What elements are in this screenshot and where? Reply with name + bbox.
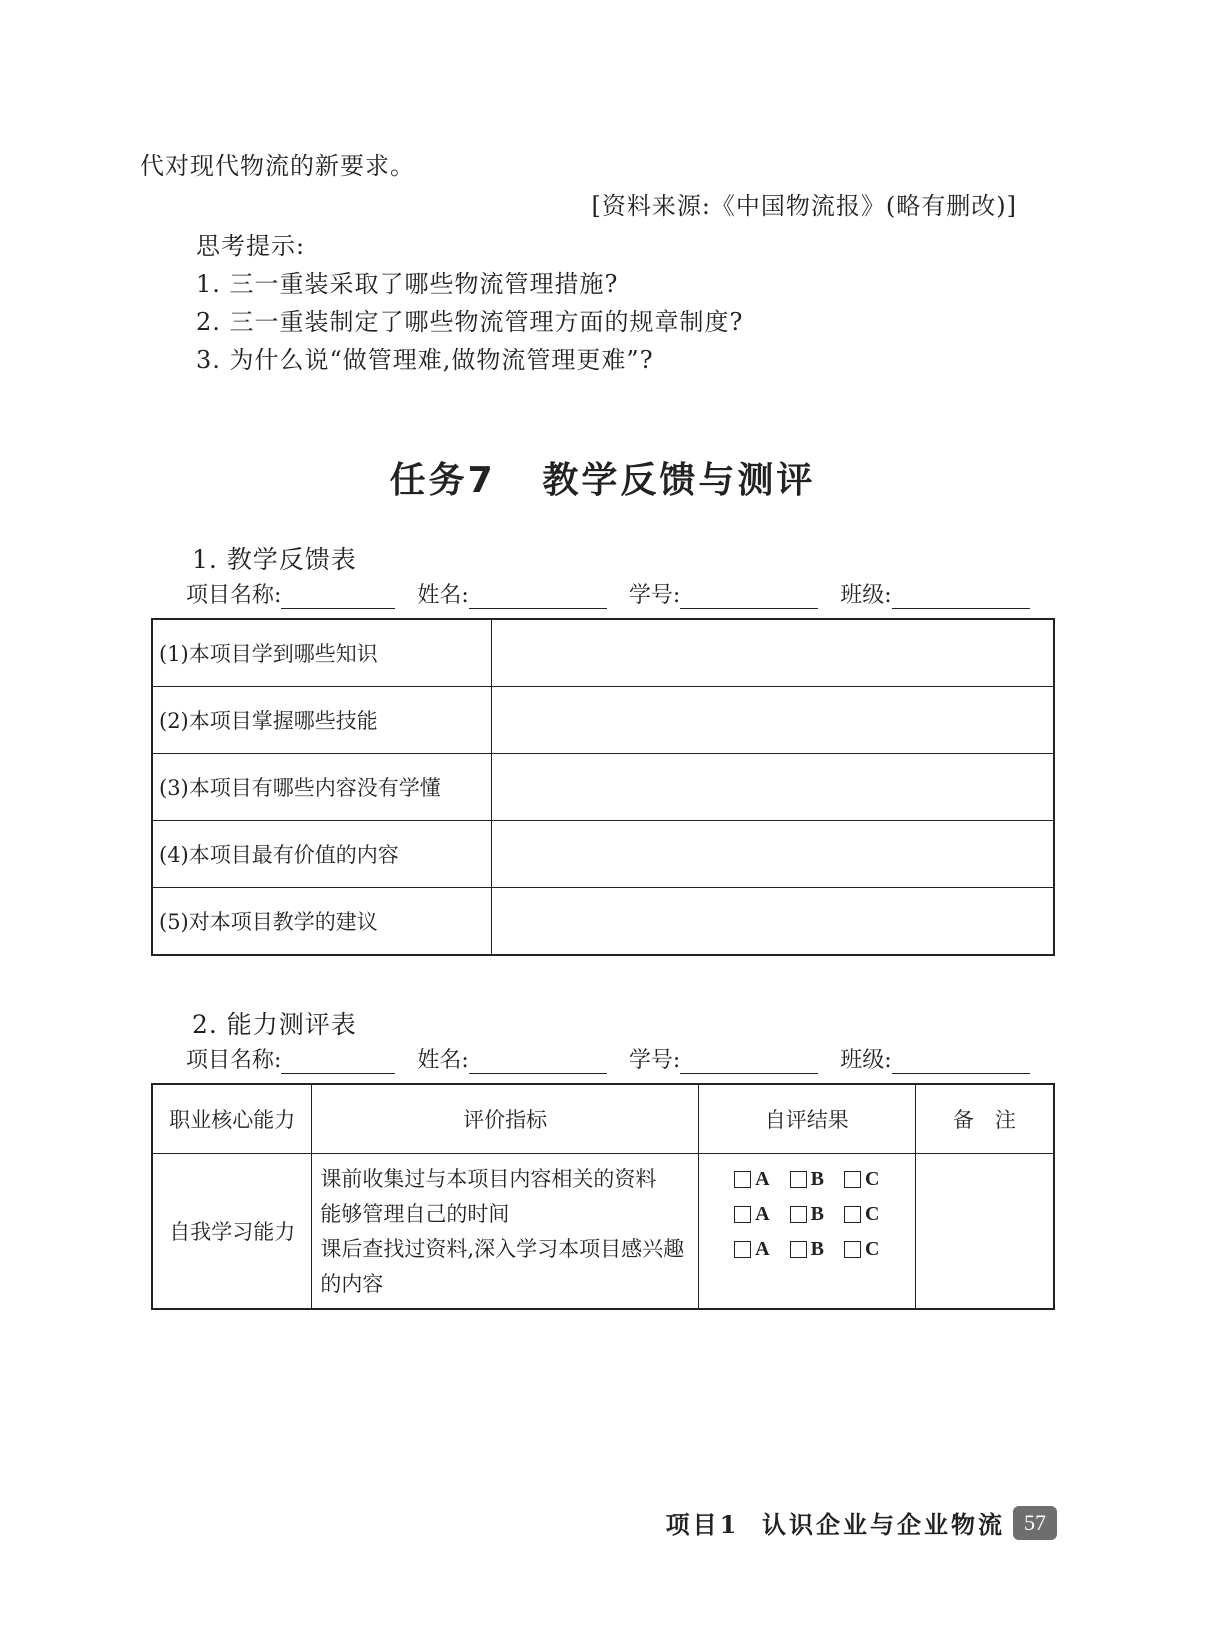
checkbox-icon [734,1241,751,1258]
feedback-item-label: (2)本项目掌握哪些技能 [152,687,492,754]
project-name-field[interactable]: 项目名称: [186,1043,395,1074]
feedback-table-title: 1. 教学反馈表 [192,545,357,574]
source-note: [资料来源:《中国物流报》(略有删改)] [591,192,1017,220]
table-row [152,754,1054,821]
page-number: 57 [1013,1506,1057,1540]
table-row [152,619,1054,687]
header-self-result: 自评结果 [698,1084,915,1154]
hint-question: 3. 为什么说“做管理难,做物流管理更难”? [196,346,654,374]
hint-question: 1. 三一重装采取了哪些物流管理措施? [196,270,619,298]
rating-row [699,1197,915,1232]
checkbox-icon [734,1171,751,1188]
table-row [152,888,1054,956]
table-row [152,1154,1054,1310]
checkbox-icon [734,1206,751,1223]
header-ability: 职业核心能力 [152,1084,312,1154]
indicator-item: 课后查找过资料,深入学习本项目感兴趣的内容 [320,1237,685,1296]
feedback-item-label: (5)对本项目教学的建议 [152,888,492,956]
feedback-item-label: (4)本项目最有价值的内容 [152,821,492,888]
checkbox-icon [844,1206,861,1223]
option-b-checkbox[interactable]: B [790,1232,824,1267]
table-row [152,687,1054,754]
feedback-answer-cell[interactable] [492,821,1055,888]
feedback-form-line [186,578,1046,609]
project-name-field[interactable]: 项目名称: [186,578,395,609]
student-no-field[interactable]: 学号: [629,578,818,609]
ability-name: 自我学习能力 [152,1154,312,1310]
self-result-options [698,1154,915,1310]
feedback-table [151,618,1055,956]
rating-row [699,1162,915,1197]
hints-title: 思考提示: [196,232,306,260]
option-c-checkbox[interactable]: C [844,1232,879,1267]
assessment-table-title: 2. 能力测评表 [192,1010,357,1039]
indicator-list [312,1154,698,1310]
class-field[interactable]: 班级: [840,1043,1029,1074]
checkbox-icon [844,1241,861,1258]
checkbox-icon [844,1171,861,1188]
feedback-item-label: (3)本项目有哪些内容没有学懂 [152,754,492,821]
option-b-checkbox[interactable]: B [790,1197,824,1232]
remarks-cell[interactable] [915,1154,1054,1310]
indicator-item: 能够管理自己的时间 [320,1202,510,1226]
student-no-field[interactable]: 学号: [629,1043,818,1074]
feedback-answer-cell[interactable] [492,888,1055,956]
option-a-checkbox[interactable]: A [734,1162,769,1197]
feedback-answer-cell[interactable] [492,687,1055,754]
header-remarks: 备 注 [915,1084,1054,1154]
option-c-checkbox[interactable]: C [844,1162,879,1197]
option-a-checkbox[interactable]: A [734,1232,769,1267]
page-footer [666,1505,1057,1540]
task-title: 任务7 教学反馈与测评 [389,460,816,501]
class-field[interactable]: 班级: [840,578,1029,609]
name-field[interactable]: 姓名: [417,1043,606,1074]
feedback-item-label: (1)本项目学到哪些知识 [152,619,492,687]
checkbox-icon [790,1171,807,1188]
checkbox-icon [790,1206,807,1223]
rating-row [699,1232,915,1267]
footer-chapter-title: 项目1 认识企业与企业物流 [665,1510,1005,1539]
feedback-answer-cell[interactable] [492,619,1055,687]
table-row [152,821,1054,888]
assessment-form-line [186,1043,1046,1074]
feedback-answer-cell[interactable] [492,754,1055,821]
assessment-table [151,1083,1055,1310]
table-header-row [152,1084,1054,1154]
header-indicators: 评价指标 [312,1084,698,1154]
option-a-checkbox[interactable]: A [734,1197,769,1232]
hint-question: 2. 三一重装制定了哪些物流管理方面的规章制度? [196,308,744,336]
option-b-checkbox[interactable]: B [790,1162,824,1197]
checkbox-icon [790,1241,807,1258]
paragraph-tail: 代对现代物流的新要求。 [140,152,415,180]
name-field[interactable]: 姓名: [417,578,606,609]
indicator-item: 课前收集过与本项目内容相关的资料 [320,1167,657,1191]
option-c-checkbox[interactable]: C [844,1197,879,1232]
